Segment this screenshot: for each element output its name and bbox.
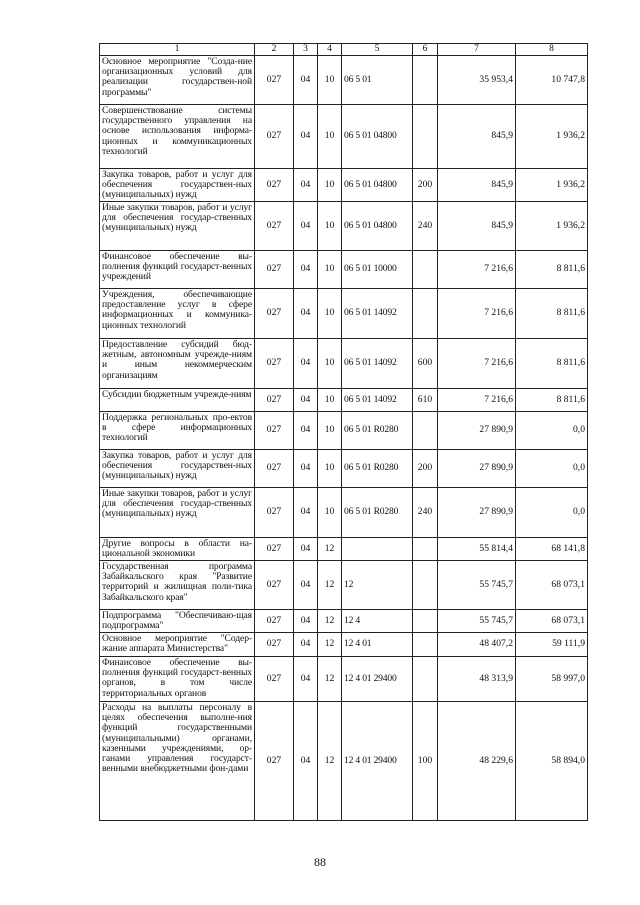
row-amount-2: 58 894,0	[516, 702, 588, 821]
row-subsection: 10	[318, 289, 342, 339]
row-amount-1: 35 953,4	[438, 56, 516, 105]
row-amount-2: 8 811,6	[516, 251, 588, 289]
row-name: Иные закупки товаров, работ и услуг для обеспечения государ-ственных (муниципальных) нужд	[100, 202, 255, 251]
row-expense-type	[413, 251, 438, 289]
table-row	[100, 202, 588, 251]
row-amount-2: 8 811,6	[516, 389, 588, 412]
row-subsection: 12	[318, 702, 342, 821]
row-target-item: 06 5 01 14092	[342, 289, 413, 339]
row-name: Основное мероприятие "Созда-ние организационных условий для реализации государствен-ной программы"	[100, 56, 255, 105]
row-amount-2: 1 936,2	[516, 169, 588, 202]
row-expense-type: 100	[413, 702, 438, 821]
row-subsection: 10	[318, 339, 342, 389]
row-name: Предоставление субсидий бюд-жетным, автономным учрежде-ниям и иным некоммерческим организациям	[100, 339, 255, 389]
row-subsection: 10	[318, 105, 342, 169]
row-name: Иные закупки товаров, работ и услуг для обеспечения государ-ственных (муниципальных) нужд	[100, 488, 255, 538]
row-admin-code: 027	[255, 633, 294, 657]
row-amount-1: 55 814,4	[438, 538, 516, 561]
column-header: 6	[413, 44, 438, 56]
column-header: 7	[438, 44, 516, 56]
row-section: 04	[294, 105, 318, 169]
row-admin-code: 027	[255, 702, 294, 821]
row-subsection: 10	[318, 412, 342, 450]
row-target-item: 12 4	[342, 610, 413, 633]
row-expense-type: 600	[413, 339, 438, 389]
row-admin-code: 027	[255, 610, 294, 633]
row-admin-code: 027	[255, 538, 294, 561]
row-subsection: 12	[318, 538, 342, 561]
row-expense-type: 200	[413, 450, 438, 488]
row-expense-type	[413, 105, 438, 169]
row-admin-code: 027	[255, 450, 294, 488]
table-row	[100, 488, 588, 538]
row-expense-type	[413, 412, 438, 450]
row-section: 04	[294, 561, 318, 610]
row-section: 04	[294, 289, 318, 339]
row-target-item: 12 4 01	[342, 633, 413, 657]
row-target-item: 06 5 01 10000	[342, 251, 413, 289]
row-amount-2: 58 997,0	[516, 657, 588, 702]
row-amount-1: 7 216,6	[438, 389, 516, 412]
table-row	[100, 450, 588, 488]
row-amount-1: 7 216,6	[438, 289, 516, 339]
row-section: 04	[294, 610, 318, 633]
table-row	[100, 657, 588, 702]
table-row	[100, 633, 588, 657]
row-expense-type	[413, 561, 438, 610]
row-target-item: 12 4 01 29400	[342, 657, 413, 702]
row-admin-code: 027	[255, 105, 294, 169]
table-row	[100, 339, 588, 389]
row-target-item: 06 5 01 R0280	[342, 488, 413, 538]
row-amount-2: 0,0	[516, 488, 588, 538]
row-section: 04	[294, 488, 318, 538]
row-subsection: 10	[318, 56, 342, 105]
row-target-item: 06 5 01 04800	[342, 169, 413, 202]
column-header: 3	[294, 44, 318, 56]
row-expense-type: 610	[413, 389, 438, 412]
header-row	[100, 44, 588, 56]
column-header: 1	[100, 44, 255, 56]
row-name: Финансовое обеспечение вы-полнения функций государст-венных учреждений	[100, 251, 255, 289]
row-name: Субсидии бюджетным учрежде-ниям	[100, 389, 255, 412]
row-name: Поддержка региональных про-ектов в сфере информационных технологий	[100, 412, 255, 450]
row-name: Совершенствование системы государственного управления на основе использования информа-ционных и коммуникационных технологий	[100, 105, 255, 169]
row-subsection: 10	[318, 169, 342, 202]
row-section: 04	[294, 202, 318, 251]
row-expense-type	[413, 610, 438, 633]
row-amount-1: 845,9	[438, 105, 516, 169]
row-section: 04	[294, 702, 318, 821]
row-target-item: 06 5 01	[342, 56, 413, 105]
row-admin-code: 027	[255, 657, 294, 702]
row-amount-2: 68 073,1	[516, 610, 588, 633]
row-target-item: 06 5 01 14092	[342, 389, 413, 412]
row-subsection: 10	[318, 450, 342, 488]
column-header: 5	[342, 44, 413, 56]
row-target-item: 06 5 01 R0280	[342, 412, 413, 450]
budget-table	[99, 43, 588, 821]
row-admin-code: 027	[255, 56, 294, 105]
table-row	[100, 561, 588, 610]
row-amount-1: 27 890,9	[438, 412, 516, 450]
row-section: 04	[294, 633, 318, 657]
row-amount-1: 48 229,6	[438, 702, 516, 821]
row-name: Учреждения, обеспечивающие предоставление услуг в сфере информационных и коммуника-ционных технологий	[100, 289, 255, 339]
row-subsection: 12	[318, 657, 342, 702]
row-subsection: 12	[318, 561, 342, 610]
row-amount-2: 68 073,1	[516, 561, 588, 610]
row-section: 04	[294, 169, 318, 202]
row-name: Государственная программа Забайкальского края "Развитие территорий и жилищная поли-тика Забайкальского края"	[100, 561, 255, 610]
row-amount-1: 845,9	[438, 169, 516, 202]
row-section: 04	[294, 339, 318, 389]
row-amount-1: 7 216,6	[438, 339, 516, 389]
row-expense-type	[413, 289, 438, 339]
row-admin-code: 027	[255, 488, 294, 538]
row-amount-2: 59 111,9	[516, 633, 588, 657]
row-name: Финансовое обеспечение вы-полнения функций государст-венных органов, в том числе территориальных органов	[100, 657, 255, 702]
column-header: 8	[516, 44, 588, 56]
row-target-item: 06 5 01 04800	[342, 202, 413, 251]
row-subsection: 12	[318, 610, 342, 633]
table-row	[100, 105, 588, 169]
row-name: Закупка товаров, работ и услуг для обеспечения государствен-ных (муниципальных) нужд	[100, 169, 255, 202]
row-amount-2: 1 936,2	[516, 202, 588, 251]
row-target-item	[342, 538, 413, 561]
table-row	[100, 56, 588, 105]
row-target-item: 06 5 01 14092	[342, 339, 413, 389]
table-row	[100, 412, 588, 450]
row-subsection: 10	[318, 389, 342, 412]
row-expense-type: 200	[413, 169, 438, 202]
row-subsection: 10	[318, 488, 342, 538]
row-amount-1: 55 745,7	[438, 561, 516, 610]
row-name: Расходы на выплаты персоналу в целях обеспечения выполне-ния функций государственными (муниципальными) органами, казенными учреждениями, ор-ганами управления государст-венными внебюджетными фон-дами	[100, 702, 255, 821]
row-amount-2: 10 747,8	[516, 56, 588, 105]
table-row	[100, 702, 588, 821]
row-section: 04	[294, 56, 318, 105]
row-amount-1: 27 890,9	[438, 488, 516, 538]
row-name: Основное мероприятие "Содер-жание аппарата Министерства"	[100, 633, 255, 657]
row-admin-code: 027	[255, 289, 294, 339]
row-target-item: 12 4 01 29400	[342, 702, 413, 821]
row-subsection: 10	[318, 202, 342, 251]
row-expense-type	[413, 633, 438, 657]
row-amount-1: 7 216,6	[438, 251, 516, 289]
row-amount-1: 48 407,2	[438, 633, 516, 657]
row-subsection: 12	[318, 633, 342, 657]
row-admin-code: 027	[255, 169, 294, 202]
row-expense-type: 240	[413, 488, 438, 538]
row-target-item: 12	[342, 561, 413, 610]
column-header: 4	[318, 44, 342, 56]
row-admin-code: 027	[255, 412, 294, 450]
row-amount-2: 1 936,2	[516, 105, 588, 169]
row-target-item: 06 5 01 R0280	[342, 450, 413, 488]
row-amount-1: 845,9	[438, 202, 516, 251]
row-amount-2: 8 811,6	[516, 339, 588, 389]
row-amount-1: 27 890,9	[438, 450, 516, 488]
table-row	[100, 289, 588, 339]
row-target-item: 06 5 01 04800	[342, 105, 413, 169]
row-section: 04	[294, 389, 318, 412]
row-amount-1: 55 745,7	[438, 610, 516, 633]
row-expense-type	[413, 538, 438, 561]
row-name: Подпрограмма "Обеспечиваю-щая подпрограмма"	[100, 610, 255, 633]
table-row	[100, 251, 588, 289]
row-admin-code: 027	[255, 202, 294, 251]
row-amount-2: 0,0	[516, 412, 588, 450]
row-section: 04	[294, 538, 318, 561]
row-section: 04	[294, 251, 318, 289]
row-amount-1: 48 313,9	[438, 657, 516, 702]
row-amount-2: 0,0	[516, 450, 588, 488]
row-amount-2: 68 141,8	[516, 538, 588, 561]
row-admin-code: 027	[255, 339, 294, 389]
row-name: Другие вопросы в области на-циональной экономики	[100, 538, 255, 561]
row-amount-2: 8 811,6	[516, 289, 588, 339]
row-section: 04	[294, 657, 318, 702]
row-expense-type	[413, 56, 438, 105]
row-subsection: 10	[318, 251, 342, 289]
row-expense-type: 240	[413, 202, 438, 251]
row-admin-code: 027	[255, 561, 294, 610]
column-header: 2	[255, 44, 294, 56]
table-row	[100, 389, 588, 412]
table-row	[100, 538, 588, 561]
row-expense-type	[413, 657, 438, 702]
table-row	[100, 169, 588, 202]
row-section: 04	[294, 412, 318, 450]
row-name: Закупка товаров, работ и услуг для обеспечения государствен-ных (муниципальных) нужд	[100, 450, 255, 488]
table-row	[100, 610, 588, 633]
page-number: 88	[314, 855, 326, 869]
row-admin-code: 027	[255, 251, 294, 289]
row-section: 04	[294, 450, 318, 488]
row-admin-code: 027	[255, 389, 294, 412]
